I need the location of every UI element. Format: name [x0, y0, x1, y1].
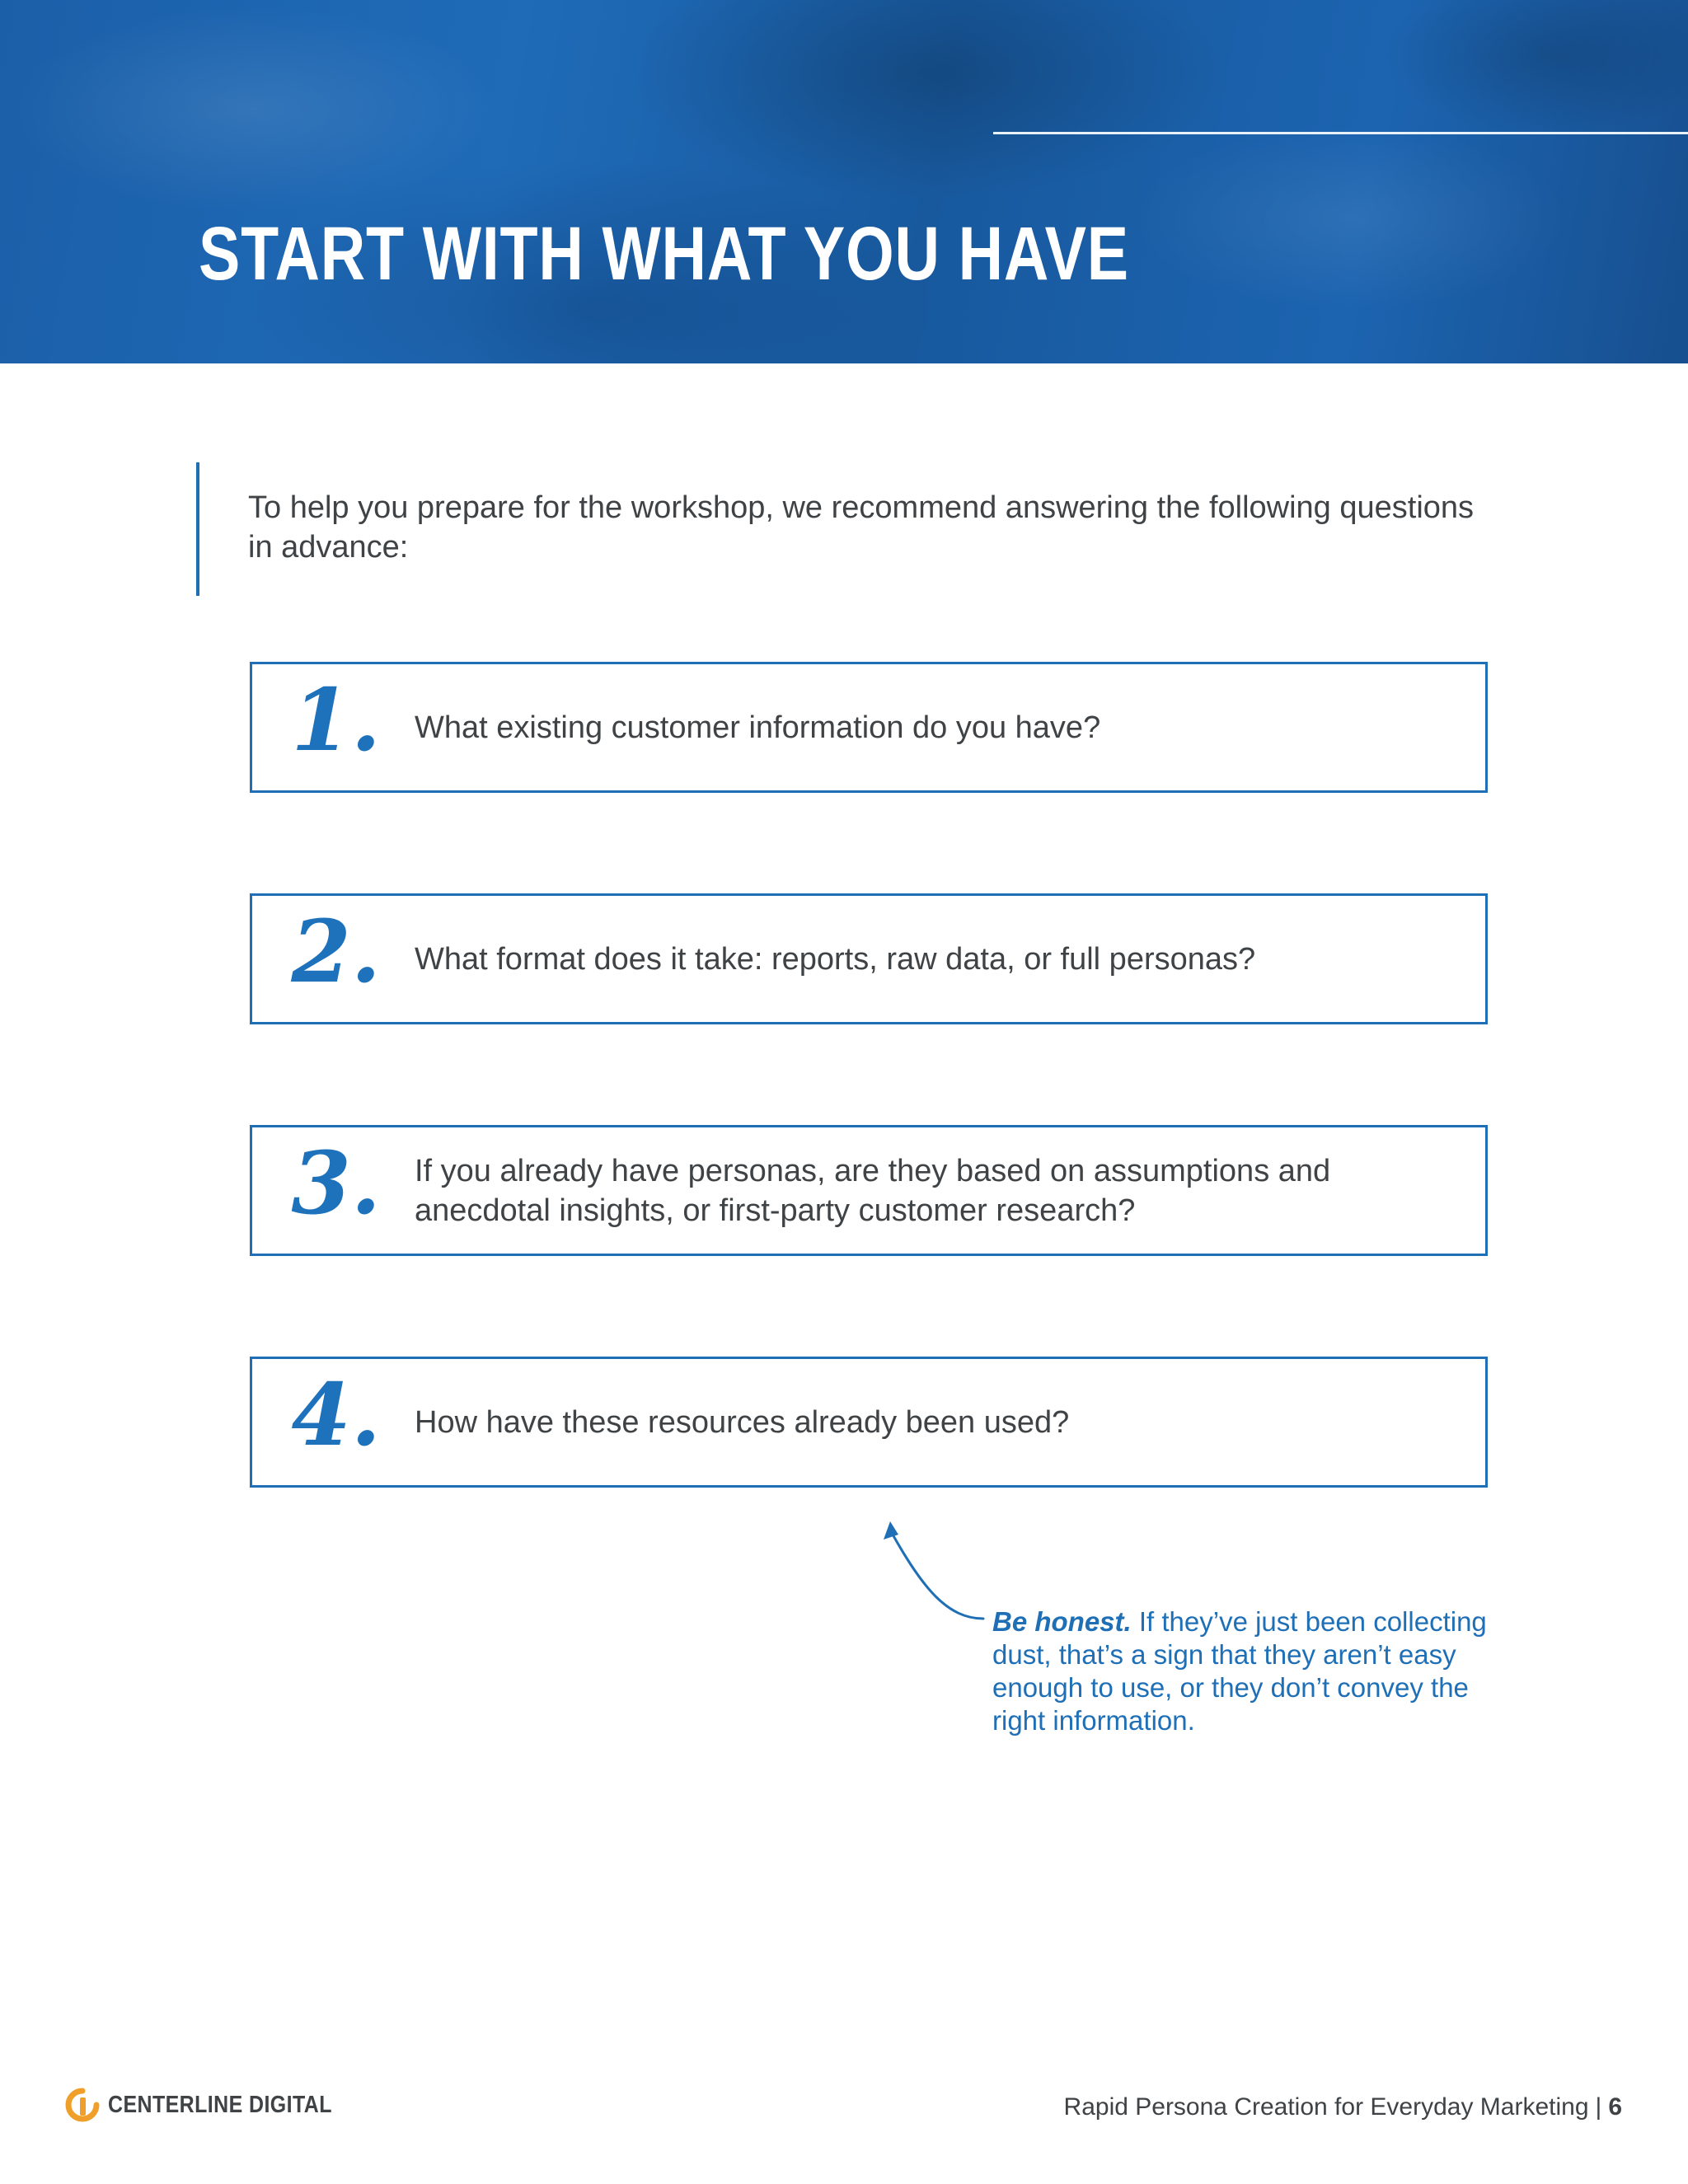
question-box-2: [250, 893, 1488, 1024]
question-number: 4.: [291, 1364, 381, 1465]
callout-note: [992, 1605, 1503, 1737]
question-text: What existing customer information do you have?: [415, 710, 1101, 745]
question-number: 1.: [291, 669, 381, 771]
question-box-4: [250, 1357, 1488, 1488]
intro-text: To help you prepare for the workshop, we recommend answering the following questions in advance:: [248, 490, 1475, 565]
centerline-logo-icon: [65, 2088, 100, 2122]
callout-lead: Be honest.: [992, 1606, 1132, 1637]
page-title: START WITH WHAT YOU HAVE: [199, 212, 1129, 296]
question-box-1: [250, 662, 1488, 793]
brand-logo: [65, 2088, 368, 2122]
footer-separator: |: [1595, 2093, 1602, 2121]
banner-rule: [993, 132, 1688, 134]
question-number: 3.: [291, 1132, 381, 1234]
footer-page-info: [1064, 2093, 1622, 2121]
question-text: What format does it take: reports, raw data, or full personas?: [415, 941, 1256, 977]
question-number: 2.: [291, 901, 381, 1002]
document-title: Rapid Persona Creation for Everyday Marketing: [1063, 2093, 1589, 2121]
question-text: If you already have personas, are they based on assumptions and anecdotal insights, or first-party customer research?: [415, 1153, 1331, 1228]
brand-name: CENTERLINE DIGITAL: [108, 2091, 332, 2118]
intro-accent-bar: [196, 462, 199, 596]
question-text: How have these resources already been used?: [415, 1404, 1070, 1440]
question-box-3: [250, 1125, 1488, 1256]
callout-body: If they’ve just been collecting dust, that’s a sign that they aren’t easy enough to use, or they don’t convey the right information.: [992, 1606, 1487, 1736]
curved-arrow-icon: [874, 1515, 1006, 1630]
page-number: 6: [1608, 2093, 1622, 2121]
header-banner: [0, 0, 1688, 363]
